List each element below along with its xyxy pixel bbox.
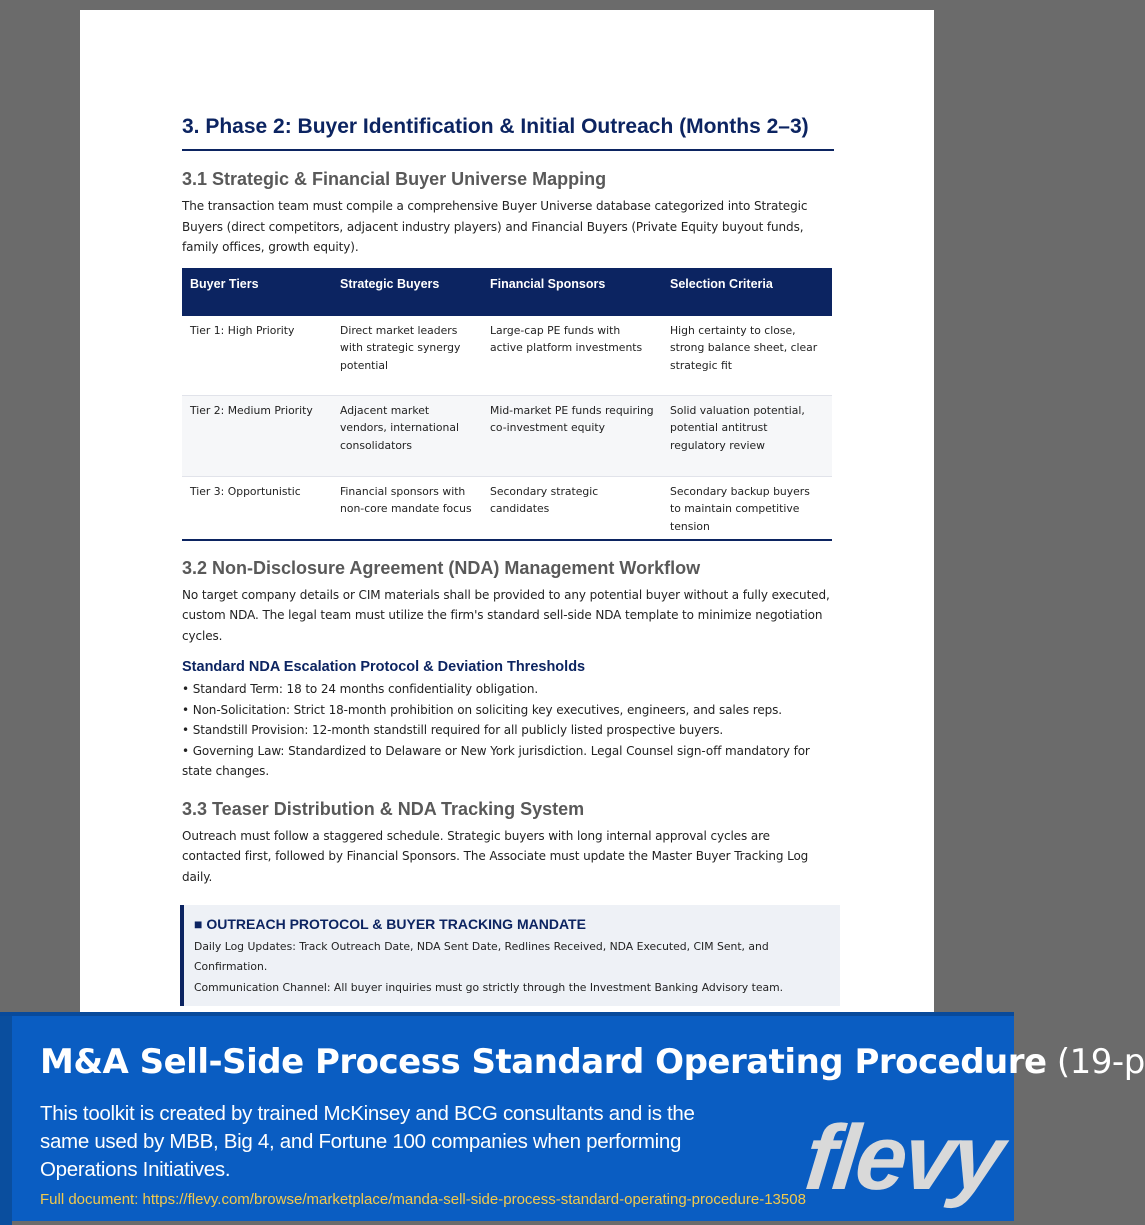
callout-item: Daily Log Updates: Track Outreach Date, NDA Sent Date, Redlines Received, NDA Executed, CIM Sent, and Confirmation. bbox=[194, 940, 769, 973]
table-cell: Tier 3: Opportunistic bbox=[182, 476, 332, 540]
table-cell: Tier 1: High Priority bbox=[182, 316, 332, 396]
protocol-heading: Standard NDA Escalation Protocol & Deviation Thresholds bbox=[182, 659, 586, 675]
banner-title bbox=[40, 1042, 1145, 1082]
banner-title-suffix: (19-p bbox=[1046, 1042, 1145, 1082]
subsection-title-3-2: 3.2 Non-Disclosure Agreement (NDA) Management Workflow bbox=[182, 557, 701, 578]
banner-title-main: M&A Sell-Side Process Standard Operating Procedure bbox=[40, 1042, 1047, 1082]
full-document-link[interactable]: Full document: https://flevy.com/browse/marketplace/manda-sell-side-process-standard-operating-procedure-13508 bbox=[40, 1191, 806, 1208]
table-header-cell: Buyer Tiers bbox=[182, 268, 332, 316]
list-item: • Standstill Provision: 12-month standstill required for all publicly listed prospective buyers. bbox=[182, 723, 724, 737]
table-header-cell: Strategic Buyers bbox=[332, 268, 482, 316]
table-cell: Tier 2: Medium Priority bbox=[182, 395, 332, 476]
subsection-title-3-1: 3.1 Strategic & Financial Buyer Universe Mapping bbox=[182, 169, 607, 189]
table-header-row bbox=[182, 268, 832, 316]
banner-edge bbox=[0, 1016, 12, 1225]
table-cell: Secondary backup buyers to maintain competitive tension bbox=[662, 476, 832, 540]
table-header-cell: Financial Sponsors bbox=[482, 268, 662, 316]
document-page bbox=[80, 10, 934, 1020]
list-item: • Standard Term: 18 to 24 months confidentiality obligation. bbox=[182, 682, 539, 696]
promo-banner bbox=[0, 1012, 1145, 1221]
subsection-title-3-3: 3.3 Teaser Distribution & NDA Tracking System bbox=[182, 798, 585, 819]
table-cell: Secondary strategic candidates bbox=[482, 476, 662, 540]
table-row bbox=[182, 476, 832, 540]
banner-description: This toolkit is created by trained McKinsey and BCG consultants and is the same used by MBB, Big 4, and Fortune 100 companies when performing Operations Initiatives. bbox=[40, 1102, 695, 1181]
buyer-tiers-table bbox=[182, 268, 832, 541]
table-cell: Large-cap PE funds with active platform investments bbox=[482, 316, 662, 396]
table-row bbox=[182, 395, 832, 476]
table-cell: Financial sponsors with non-core mandate focus bbox=[332, 476, 482, 540]
callout-item: Communication Channel: All buyer inquiries must go strictly through the Investment Banking Advisory team. bbox=[194, 981, 784, 994]
paragraph-buyer-universe: The transaction team must compile a comprehensive Buyer Universe database categorized into Strategic Buyers (direct competitors, adjacent industry players) and Financial Buyers (Private Equity buyout funds, family offices, growth equity). bbox=[182, 199, 808, 254]
paragraph-teaser-distribution: Outreach must follow a staggered schedule. Strategic buyers with long internal approval cycles are contacted first, followed by Financial Sponsors. The Associate must update the Master Buyer Tracking Log daily. bbox=[182, 828, 809, 884]
nda-bullet-list bbox=[182, 679, 832, 782]
list-item: • Non-Solicitation: Strict 18-month prohibition on soliciting key executives, engineers, and sales reps. bbox=[182, 702, 782, 717]
section-title: 3. Phase 2: Buyer Identification & Initial Outreach (Months 2–3) bbox=[182, 112, 834, 151]
callout-title: ■ OUTREACH PROTOCOL & BUYER TRACKING MANDATE bbox=[194, 916, 586, 932]
table-cell: Direct market leaders with strategic synergy potential bbox=[332, 316, 482, 396]
list-item: • Governing Law: Standardized to Delaware or New York jurisdiction. Legal Counsel sign-off mandatory for state changes. bbox=[182, 743, 810, 778]
table-row bbox=[182, 316, 832, 396]
table-header-cell: Selection Criteria bbox=[662, 268, 832, 316]
table-cell: Mid-market PE funds requiring co-investment equity bbox=[482, 395, 662, 476]
flevy-logo: flevy bbox=[800, 1107, 1007, 1209]
outreach-callout bbox=[180, 905, 840, 1006]
document-content bbox=[182, 112, 832, 887]
paragraph-nda-workflow: No target company details or CIM materials shall be provided to any potential buyer without a fully executed, custom NDA. The legal team must utilize the firm's standard sell-side NDA template to minimize negotiation cycles. bbox=[182, 587, 830, 643]
table-cell: Solid valuation potential, potential antitrust regulatory review bbox=[662, 395, 832, 476]
table-cell: Adjacent market vendors, international consolidators bbox=[332, 395, 482, 476]
table-cell: High certainty to close, strong balance sheet, clear strategic fit bbox=[662, 316, 832, 396]
